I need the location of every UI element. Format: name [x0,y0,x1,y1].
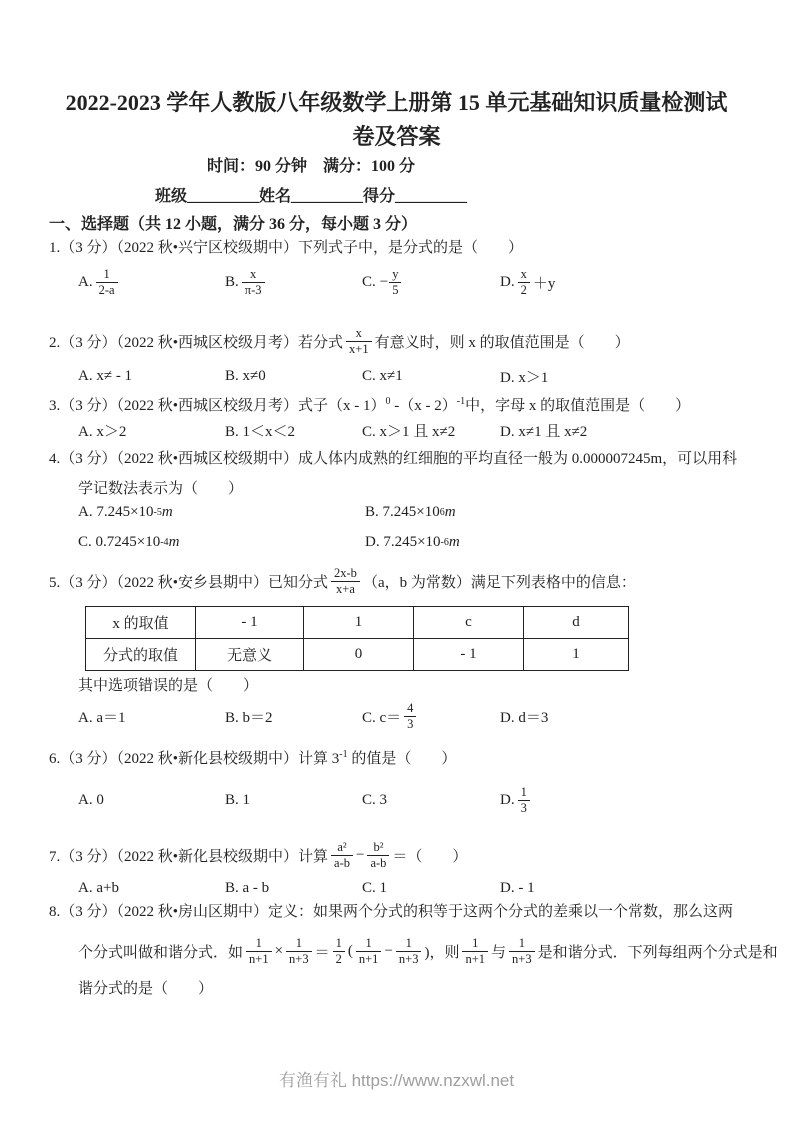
question-6-option-b: B. 1 [225,791,251,808]
question-6-stem [49,747,456,768]
paren: )，则 [424,944,460,961]
stem-text: 是和谐分式．下列每组两个分式是和 [537,944,778,961]
question-4-option-c: C. 0.7245×10 -4 m [78,534,180,550]
question-1-option-c [362,267,500,298]
option-label: A. [78,273,93,290]
unit: m [448,534,460,550]
fraction: $\frac{x}{2}$ [518,267,530,298]
question-1-stem: 1.（3 分）（2022 秋•兴宁区校级期中）下列式子中，是分式的是（ ） [49,240,524,256]
question-7-options [78,880,535,897]
question-4-option-b: B. 7.245×10 6 m [365,504,456,520]
question-2-option-d: D. x＞1 [500,370,549,386]
table-row [86,607,629,639]
question-6-option-c: C. 3 [362,791,388,808]
option-label: D. [500,791,515,808]
question-3-stem [49,394,690,415]
exponent: 0 [385,396,391,407]
question-1-option-b [225,267,362,298]
question-5-option-a: A. a＝1 [78,709,126,726]
question-1-options [78,262,555,302]
footer-watermark: 有渔有礼 https://www.nzxwl.net [278,1071,515,1090]
question-4-stem-line2: 学记数法表示为（ ） [78,481,244,497]
table-cell: - 1 [196,607,304,639]
exam-title-line1: 2022-2023 学年人教版八年级数学上册第 15 单元基础知识质量检测试 [65,90,728,115]
question-2-stem [49,320,630,362]
table-cell: d [524,607,629,639]
fraction: $\frac{1}{n+3}$ [509,936,535,967]
stem-text: 有意义时，则 x 的取值范围是（ ） [374,334,630,351]
fraction: $\frac{1}{n+1}$ [462,936,488,967]
times-sign: × [274,942,284,959]
stem-text: 5.（3 分）（2022 秋•安乡县期中）已知分式 [49,574,329,591]
question-6-option-d [500,785,533,816]
exam-blanks: 班级_________姓名_________得分_________ [155,188,468,205]
fraction: $\frac{2x-b}{x+a}$ [331,566,360,597]
stem-text: 6.（3 分）（2022 秋•新化县校级期中）计算 3 [49,751,340,767]
section-heading: 一、选择题（共 12 小题，满分 36 分，每小题 3 分） [49,216,418,233]
question-5-option-b: B. b＝2 [225,709,273,726]
question-5-stem [49,560,636,602]
stem-text: 中，字母 x 的取值范围是（ ） [465,398,691,414]
exponent: -1 [456,396,466,407]
unit: m [444,504,456,520]
unit: m [168,534,180,550]
question-8-line1: 8.（3 分）（2022 秋•房山区期中）定义：如果两个分式的积等于这两个分式的差乘以一个常数，那么这两 [49,904,734,920]
fraction: $\frac{1}{3}$ [518,785,530,816]
question-6-option-a: A. 0 [78,791,104,808]
question-5-after-table: 其中选项错误的是（ ） [78,678,259,694]
fraction: $\frac{\text{a²}}{a-b}$ [331,840,353,871]
stem-text: 与 [491,944,507,961]
paren: ( [347,942,353,959]
table-cell: 无意义 [196,639,304,671]
table-cell: 1 [524,639,629,671]
question-7-option-b: B. a - b [225,880,270,896]
fraction: $\frac{1}{2-a}$ [96,267,118,298]
stem-text: ＝（ ） [392,848,468,865]
fraction: $\frac{1}{2}$ [333,936,345,967]
table-row [86,639,629,671]
question-2-options [78,366,548,387]
stem-text: 7.（3 分）（2022 秋•新化县校级期中）计算 [49,848,329,865]
table-cell: 分式的取值 [86,639,196,671]
question-4-stem-line1: 4.（3 分）（2022 秋•西城区校级期中）成人体内成熟的红细胞的平均直径一般为 0.000007245m，可以用科 [49,451,738,467]
table-cell: - 1 [414,639,524,671]
stem-text: 3.（3 分）（2022 秋•西城区校级月考）式子（x - 1） [49,398,386,414]
option-label: B. [225,273,239,290]
question-7-stem [49,833,467,877]
fraction: $\frac{1}{n+1}$ [246,936,272,967]
question-2-option-a: A. x≠ - 1 [78,368,133,384]
question-5-option-c [362,701,500,732]
question-5-option-d: D. d＝3 [500,709,549,726]
question-3-option-b: B. 1＜x＜2 [225,424,296,440]
table-cell: 0 [304,639,414,671]
option-label: C. [362,273,376,290]
unit: m [161,504,173,520]
table-cell: 1 [304,607,414,639]
question-5-table [85,606,629,671]
fraction: $\frac{1}{n+3}$ [396,936,422,967]
minus-sign: − [379,273,389,290]
table-cell: x 的取值 [86,607,196,639]
stem-text: 个分式叫做和谐分式．如 [78,944,244,961]
fraction: $\frac{1}{n+1}$ [356,936,382,967]
question-2-option-b: B. x≠0 [225,368,266,384]
question-7-option-d: D. - 1 [500,880,535,896]
option-suffix: ＋y [532,275,556,292]
question-6-options [78,780,533,820]
question-2-option-c: C. x≠1 [362,368,403,384]
minus-sign: − [355,846,365,863]
question-8-line3: 谐分式的是（ ） [78,981,214,997]
equals-sign: ＝ [314,944,330,961]
question-5-options [78,696,548,736]
exam-meta: 时间：90 分钟 满分：100 分 [207,158,416,175]
question-7-option-a: A. a+b [78,880,119,896]
exam-title-line2: 卷及答案 [352,124,441,149]
option-label: C. c＝ [362,709,402,726]
question-7-option-c: C. 1 [362,880,388,896]
fraction: $\frac{x}{x+1}$ [346,326,372,357]
fraction: $\frac{x}{\pi-3}$ [242,267,265,298]
question-8-line2 [78,930,778,972]
question-3-option-c: C. x＞1 且 x≠2 [362,424,456,440]
question-3-option-d: D. x≠1 且 x≠2 [500,424,588,440]
table-cell: c [414,607,524,639]
exponent: -1 [339,749,348,760]
question-4-options-row1 [78,504,456,521]
question-1-option-d [500,267,555,298]
stem-text: -（x - 2） [390,398,457,414]
fraction: $\frac{\text{b²}}{a-b}$ [367,840,389,871]
fraction: $\frac{4}{3}$ [404,701,416,732]
option-label: D. [500,273,515,290]
question-4-option-d: D. 7.245×10 -6 m [365,534,460,550]
question-3-option-a: A. x＞2 [78,424,127,440]
question-4-options-row2 [78,534,460,551]
fraction: $\frac{1}{n+3}$ [286,936,312,967]
question-3-options [78,420,587,441]
stem-text: 的值是（ ） [347,751,457,767]
question-4-option-a: A. 7.245×10 -5 m [78,504,173,520]
fraction: $\frac{y}{5}$ [389,267,401,298]
stem-text: （a，b 为常数）满足下列表格中的信息： [362,574,636,591]
minus-sign: − [384,942,393,959]
stem-text: 2.（3 分）（2022 秋•西城区校级月考）若分式 [49,334,344,351]
question-1-option-a [78,267,225,298]
